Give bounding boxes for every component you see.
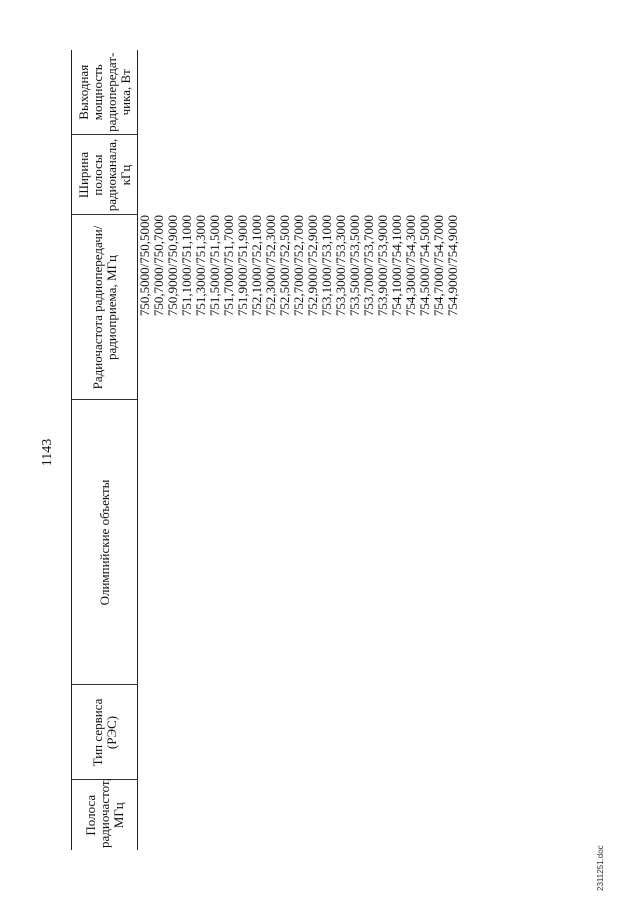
frequency-item: 752,1000/752,1000 bbox=[249, 215, 264, 317]
frequency-item: 753,5000/753,5000 bbox=[347, 215, 362, 317]
frequency-item: 752,5000/752,5000 bbox=[277, 215, 292, 317]
frequency-item: 750,5000/750,5000 bbox=[137, 215, 152, 317]
frequency-item: 753,7000/753,7000 bbox=[361, 215, 376, 317]
cell-band bbox=[138, 780, 461, 850]
frequency-item: 754,3000/754,3000 bbox=[403, 215, 418, 317]
frequency-item: 754,5000/754,5000 bbox=[417, 215, 432, 317]
frequency-item: 751,7000/751,7000 bbox=[221, 215, 236, 317]
table-header-row bbox=[72, 50, 138, 850]
frequency-item: 753,1000/753,1000 bbox=[319, 215, 334, 317]
header-output-power: Выходная мощность радиопередат-чика, Вт bbox=[72, 50, 138, 135]
header-band: Полоса радиочастот, МГц bbox=[72, 780, 138, 850]
cell-frequencies bbox=[138, 215, 461, 400]
cell-service-type bbox=[138, 685, 461, 780]
frequency-item: 751,9000/751,9000 bbox=[235, 215, 250, 317]
frequency-item: 751,5000/751,5000 bbox=[207, 215, 222, 317]
header-service-type: Тип сервиса (РЭС) bbox=[72, 685, 138, 780]
frequency-item: 753,9000/753,9000 bbox=[375, 215, 390, 317]
page-number: 1143 bbox=[40, 438, 55, 467]
footer-filename: 2311251.doc bbox=[596, 845, 605, 891]
frequency-item: 752,9000/752,9000 bbox=[305, 215, 320, 317]
frequency-item: 753,3000/753,3000 bbox=[333, 215, 348, 317]
frequency-table bbox=[71, 50, 460, 850]
table-row bbox=[138, 50, 461, 850]
frequency-item: 754,1000/754,1000 bbox=[389, 215, 404, 317]
frequency-item: 754,7000/754,7000 bbox=[431, 215, 446, 317]
frequency-item: 750,9000/750,9000 bbox=[165, 215, 180, 317]
frequency-item: 752,3000/752,3000 bbox=[263, 215, 278, 317]
frequency-item: 751,1000/751,1000 bbox=[179, 215, 194, 317]
header-tx-rx-frequency: Радиочастота радиопередачи/ радиоприема, МГц bbox=[72, 215, 138, 400]
frequency-item: 750,7000/750,7000 bbox=[151, 215, 166, 317]
header-channel-bandwidth: Ширина полосы радиоканала, кГц bbox=[72, 135, 138, 215]
frequency-item: 751,3000/751,3000 bbox=[193, 215, 208, 317]
frequency-item: 754,9000/754,9000 bbox=[445, 215, 460, 317]
cell-olympic-objects bbox=[138, 400, 461, 685]
cell-power bbox=[138, 50, 461, 135]
cell-bandwidth bbox=[138, 135, 461, 215]
header-olympic-objects: Олимпийские объекты bbox=[72, 400, 138, 685]
frequency-item: 752,7000/752,7000 bbox=[291, 215, 306, 317]
